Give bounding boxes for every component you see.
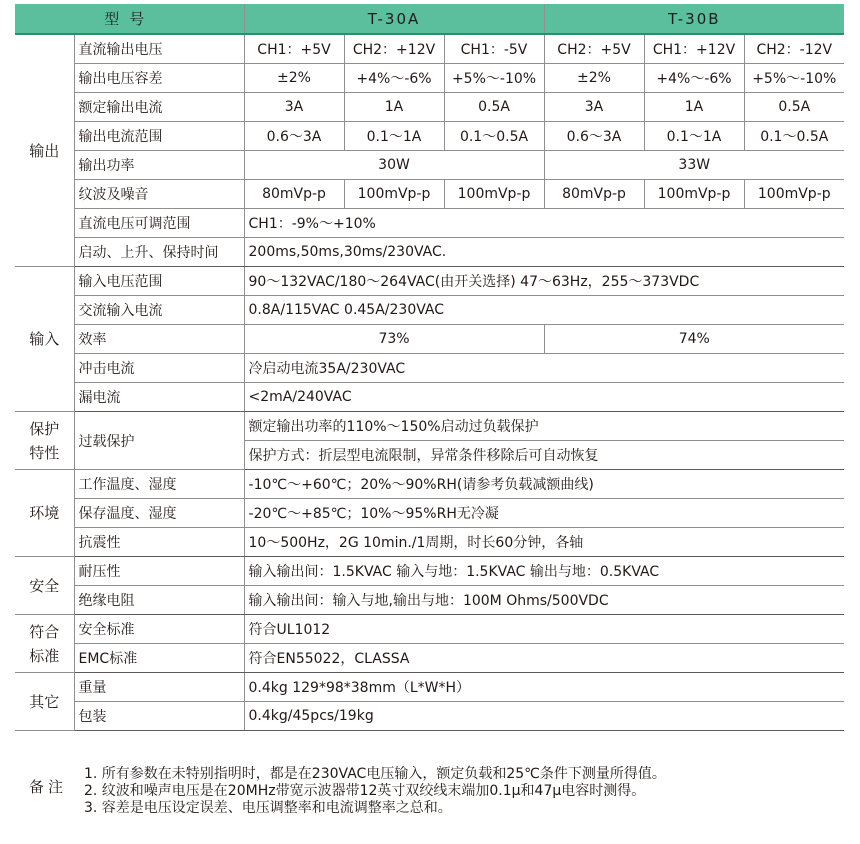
table-cell: ±2% bbox=[544, 64, 644, 93]
table-row bbox=[15, 180, 844, 209]
table-cell: 冷启动电流35A/230VAC bbox=[244, 354, 844, 383]
efficiency-label: 效率 bbox=[74, 325, 244, 354]
adjust-label: 直流电压可调范围 bbox=[74, 209, 244, 238]
table-row bbox=[15, 528, 844, 557]
rated-current-label: 额定输出电流 bbox=[74, 93, 244, 122]
table-cell: 100mVp-p bbox=[644, 180, 744, 209]
table-cell: 33W bbox=[544, 151, 844, 180]
power-label: 输出功率 bbox=[74, 151, 244, 180]
type-header: 型号 bbox=[15, 4, 244, 34]
table-row bbox=[15, 151, 844, 180]
environment-category: 环境 bbox=[15, 470, 74, 557]
withstand-label: 耐压性 bbox=[74, 557, 244, 586]
table-row bbox=[15, 209, 844, 238]
table-row bbox=[15, 34, 844, 64]
output-category: 输出 bbox=[15, 34, 74, 267]
emc-std-label: EMC标准 bbox=[74, 644, 244, 673]
table-row bbox=[15, 412, 844, 441]
table-cell: 90～132VAC/180～264VAC(由开关选择) 47～63Hz，255～373VDC bbox=[244, 267, 844, 296]
category-line: 标准 bbox=[29, 646, 60, 665]
safety-section bbox=[15, 557, 844, 615]
category-line: 特性 bbox=[29, 443, 60, 462]
table-cell: CH1：-5V bbox=[444, 34, 544, 64]
table-cell: -20℃～+85℃；10%～95%RH无冷凝 bbox=[244, 499, 844, 528]
table-cell: 200ms,50ms,30ms/230VAC. bbox=[244, 238, 844, 267]
table-row bbox=[15, 238, 844, 267]
table-cell: 0.1～0.5A bbox=[744, 122, 844, 151]
table-cell: 10～500Hz，2G 10min./1周期，时长60分钟，各轴 bbox=[244, 528, 844, 557]
category-line: 符合 bbox=[29, 622, 60, 641]
table-cell: 0.4kg 129*98*38mm（L*W*H） bbox=[244, 673, 844, 702]
table-cell: 73% bbox=[244, 325, 544, 354]
table-row bbox=[15, 557, 844, 586]
safety-category: 安全 bbox=[15, 557, 74, 615]
table-cell: 1A bbox=[644, 93, 744, 122]
overload-label: 过载保护 bbox=[74, 412, 244, 470]
table-cell: 100mVp-p bbox=[744, 180, 844, 209]
table-row bbox=[15, 64, 844, 93]
table-cell: CH2：+5V bbox=[544, 34, 644, 64]
environment-section bbox=[15, 470, 844, 557]
note-line: 1. 所有参数在未特别指明时，都是在230VAC电压输入，额定负载和25℃条件下测量所得值。 bbox=[84, 766, 666, 782]
inrush-label: 冲击电流 bbox=[74, 354, 244, 383]
table-cell: CH2：+12V bbox=[344, 34, 444, 64]
other-category: 其它 bbox=[15, 673, 74, 731]
table-cell: 额定输出功率的110%～150%启动过负载保护 bbox=[244, 412, 844, 441]
table-row bbox=[15, 325, 844, 354]
table-cell: 保护方式：折层型电流限制，异常条件移除后可自动恢复 bbox=[244, 441, 844, 470]
timing-label: 启动、上升、保持时间 bbox=[74, 238, 244, 267]
category-line: 保护 bbox=[29, 419, 60, 438]
working-label: 工作温度、湿度 bbox=[74, 470, 244, 499]
table-cell: 30W bbox=[244, 151, 544, 180]
current-range-label: 输出电流范围 bbox=[74, 122, 244, 151]
insulation-label: 绝缘电阻 bbox=[74, 586, 244, 615]
weight-label: 重量 bbox=[74, 673, 244, 702]
other-section bbox=[15, 673, 844, 731]
storage-label: 保存温度、湿度 bbox=[74, 499, 244, 528]
table-row bbox=[15, 122, 844, 151]
table-cell: +4%～-6% bbox=[344, 64, 444, 93]
table-row bbox=[15, 383, 844, 412]
table-cell: 符合UL1012 bbox=[244, 615, 844, 644]
vibration-label: 抗震性 bbox=[74, 528, 244, 557]
table-cell: 3A bbox=[544, 93, 644, 122]
table-cell: 0.6～3A bbox=[544, 122, 644, 151]
table-cell: 0.1～1A bbox=[644, 122, 744, 151]
protection-category bbox=[15, 412, 74, 470]
note-line: 2. 纹波和噪声电压是在20MHz带宽示波器带12英寸双绞线末端加0.1μ和47μ电容时测得。 bbox=[84, 783, 646, 799]
spec-table bbox=[15, 4, 844, 731]
table-cell: ±2% bbox=[244, 64, 344, 93]
table-cell: 80mVp-p bbox=[544, 180, 644, 209]
table-cell: -10℃～+60℃；20%～90%RH(请参考负载减额曲线) bbox=[244, 470, 844, 499]
table-row bbox=[15, 644, 844, 673]
table-cell: +5%～-10% bbox=[744, 64, 844, 93]
table-cell: 输入输出间：输入与地,输出与地：100M Ohms/500VDC bbox=[244, 586, 844, 615]
table-cell: 0.1～1A bbox=[344, 122, 444, 151]
table-cell: 100mVp-p bbox=[344, 180, 444, 209]
note-line: 3. 容差是电压设定误差、电压调整率和电流调整率之总和。 bbox=[84, 800, 452, 816]
table-cell: CH1：+5V bbox=[244, 34, 344, 64]
tolerance-label: 输出电压容差 bbox=[74, 64, 244, 93]
compliance-section bbox=[15, 615, 844, 673]
ac-current-label: 交流输入电流 bbox=[74, 296, 244, 325]
table-cell: 0.5A bbox=[444, 93, 544, 122]
table-cell: 1A bbox=[344, 93, 444, 122]
table-row bbox=[15, 586, 844, 615]
table-row bbox=[15, 615, 844, 644]
table-row bbox=[15, 673, 844, 702]
table-row bbox=[15, 354, 844, 383]
ripple-label: 纹波及噪音 bbox=[74, 180, 244, 209]
table-row bbox=[15, 702, 844, 731]
dc-voltage-label: 直流输出电压 bbox=[74, 34, 244, 64]
output-section bbox=[15, 34, 844, 267]
protection-section bbox=[15, 412, 844, 470]
table-row bbox=[15, 499, 844, 528]
header-row bbox=[15, 4, 844, 34]
model-a-header: T-30A bbox=[244, 4, 544, 34]
table-cell: 输入输出间：1.5KVAC 输入与地：1.5KVAC 输出与地：0.5KVAC bbox=[244, 557, 844, 586]
table-cell: +4%～-6% bbox=[644, 64, 744, 93]
packing-label: 包装 bbox=[74, 702, 244, 731]
input-category: 输入 bbox=[15, 267, 74, 412]
table-cell: 0.8A/115VAC 0.45A/230VAC bbox=[244, 296, 844, 325]
table-cell: CH1：-9%～+10% bbox=[244, 209, 844, 238]
table-row bbox=[15, 93, 844, 122]
table-cell: +5%～-10% bbox=[444, 64, 544, 93]
table-cell: 80mVp-p bbox=[244, 180, 344, 209]
table-cell: 0.6～3A bbox=[244, 122, 344, 151]
table-cell: CH1：+12V bbox=[644, 34, 744, 64]
table-cell: 0.4kg/45pcs/19kg bbox=[244, 702, 844, 731]
notes-label: 备注 bbox=[29, 778, 68, 796]
table-cell: 0.5A bbox=[744, 93, 844, 122]
table-row bbox=[15, 470, 844, 499]
table-cell: CH2：-12V bbox=[744, 34, 844, 64]
table-cell: 74% bbox=[544, 325, 844, 354]
table-cell: 3A bbox=[244, 93, 344, 122]
table-row bbox=[15, 296, 844, 325]
table-cell: 符合EN55022，CLASSA bbox=[244, 644, 844, 673]
table-cell: 100mVp-p bbox=[444, 180, 544, 209]
input-section bbox=[15, 267, 844, 412]
voltage-range-label: 输入电压范围 bbox=[74, 267, 244, 296]
table-cell: <2mA/240VAC bbox=[244, 383, 844, 412]
leakage-label: 漏电流 bbox=[74, 383, 244, 412]
notes-lines bbox=[84, 766, 666, 817]
table-cell: 0.1～0.5A bbox=[444, 122, 544, 151]
model-b-header: T-30B bbox=[544, 4, 844, 34]
compliance-category bbox=[15, 615, 74, 673]
safety-std-label: 安全标准 bbox=[74, 615, 244, 644]
table-row bbox=[15, 267, 844, 296]
